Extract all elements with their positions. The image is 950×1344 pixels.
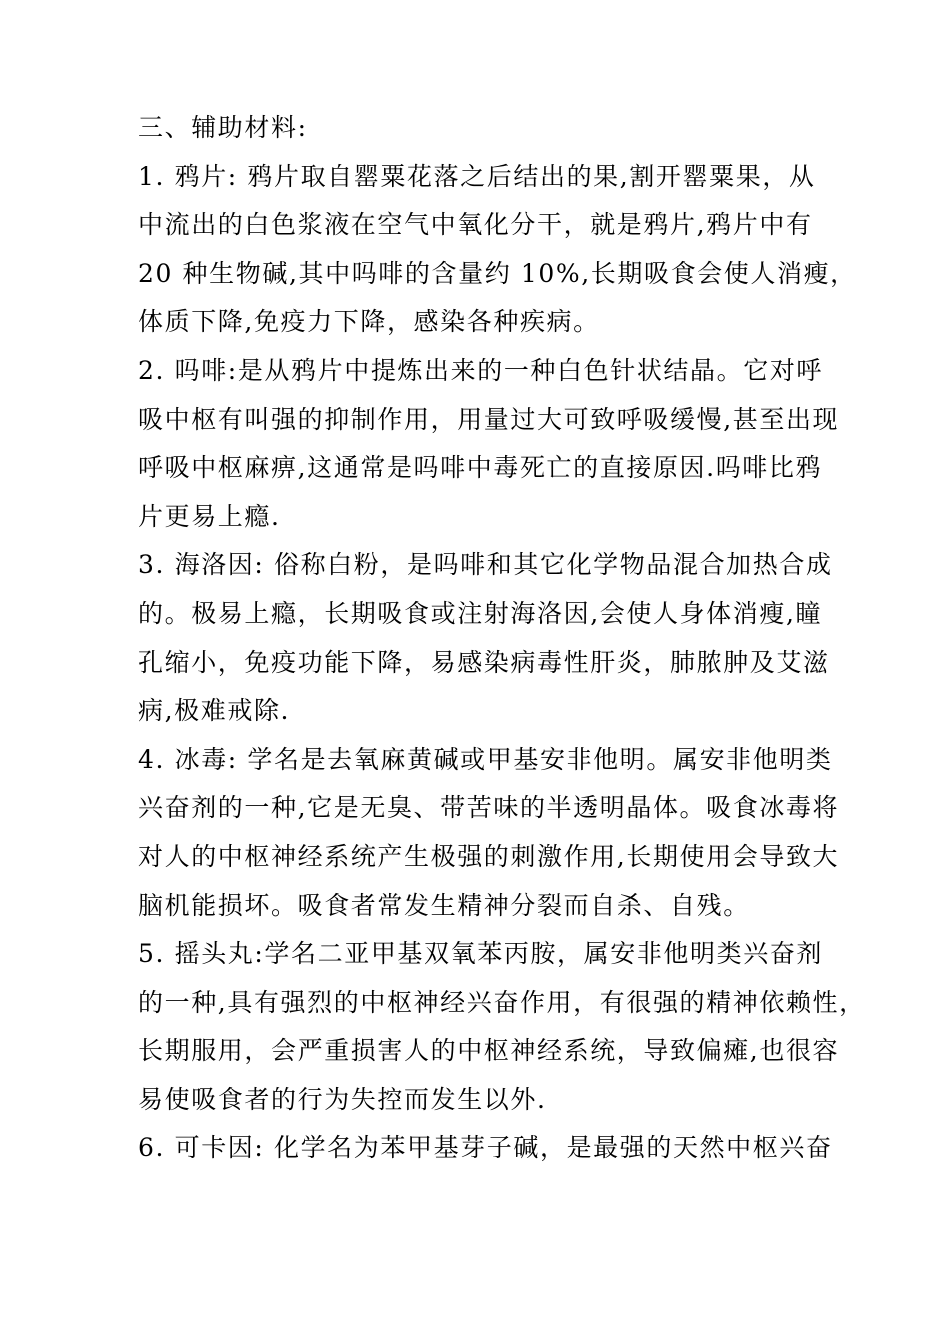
paragraph-line: 兴奋剂的一种,它是无臭、带苦味的半透明晶体。吸食冰毒将 <box>138 793 840 823</box>
paragraph-line: 孔缩小，免疫功能下降，易感染病毒性肝炎，肺脓肿及艾滋 <box>138 647 830 677</box>
paragraph-line: 对人的中枢神经系统产生极强的刺激作用,长期使用会导致大 <box>138 841 840 871</box>
document-body <box>138 104 866 1173</box>
paragraph-line: 的一种,具有强烈的中枢神经兴奋作用，有很强的精神依赖性， <box>138 987 866 1017</box>
paragraph-line: 1. 鸦片: 鸦片取自罂粟花落之后结出的果,割开罂粟果，从 <box>138 161 816 191</box>
paragraph-line: 2. 吗啡:是从鸦片中提炼出来的一种白色针状结晶。它对呼 <box>138 355 824 385</box>
paragraph-line: 3. 海洛因: 俗称白粉，是吗啡和其它化学物品混合加热合成 <box>138 550 833 580</box>
paragraph-line: 中流出的白色浆液在空气中氧化分干，就是鸦片,鸦片中有 <box>138 210 813 240</box>
paragraph-line: 吸中枢有叫强的抑制作用，用量过大可致呼吸缓慢,甚至出现 <box>138 404 840 434</box>
paragraph-line: 病,极难戒除. <box>138 696 291 726</box>
section-heading: 三、辅助材料: <box>138 113 308 142</box>
paragraph-line: 20 种生物碱,其中吗啡的含量约 10%,长期吸食会使人消瘦， <box>138 258 857 288</box>
paragraph-line: 片更易上瘾. <box>138 501 281 531</box>
paragraph-line: 4. 冰毒: 学名是去氧麻黄碱或甲基安非他明。属安非他明类 <box>138 744 833 774</box>
paragraph-line: 呼吸中枢麻痹,这通常是吗啡中毒死亡的直接原因.吗啡比鸦 <box>138 453 823 483</box>
paragraph-line: 6. 可卡因: 化学名为苯甲基芽子碱，是最强的天然中枢兴奋 <box>138 1133 833 1163</box>
paragraph-line: 长期服用，会严重损害人的中枢神经系统，导致偏瘫,也很容 <box>138 1036 840 1066</box>
paragraph-line: 脑机能损坏。吸食者常发生精神分裂而自杀、自残。 <box>138 890 750 920</box>
paragraph-line: 易使吸食者的行为失控而发生以外. <box>138 1084 547 1114</box>
paragraph-line: 的。极易上瘾，长期吸食或注射海洛因,会使人身体消瘦,瞳 <box>138 598 823 628</box>
paragraph-line: 5. 摇头丸:学名二亚甲基双氧苯丙胺，属安非他明类兴奋剂 <box>138 939 824 969</box>
paragraph-line: 体质下降,免疫力下降，感染各种疾病。 <box>138 307 600 337</box>
